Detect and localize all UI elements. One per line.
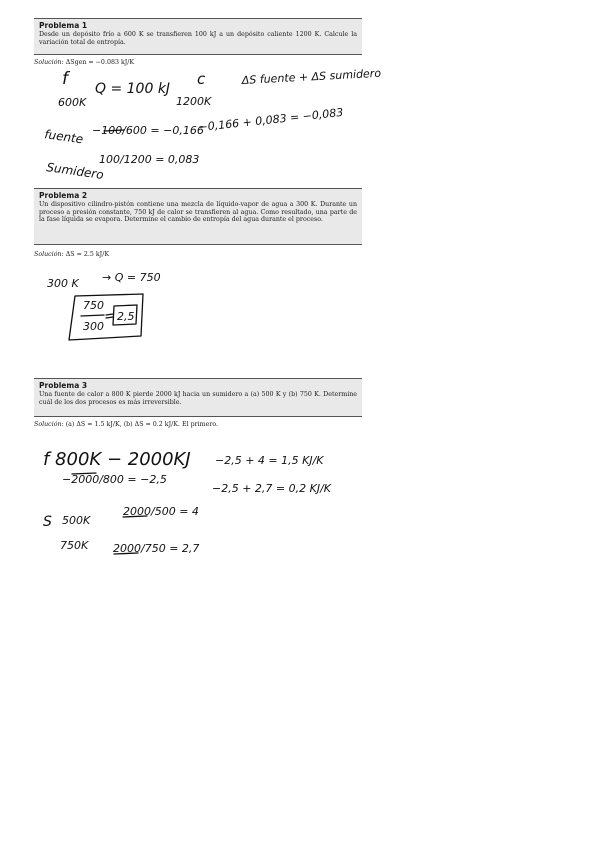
hw-p1-c: c: [197, 70, 206, 88]
hw-p3-f: f 800K − 2000KJ: [43, 449, 191, 470]
hw-p3-calc-b: 2000/750 = 2,7: [113, 542, 200, 555]
hw-p1-total: −0,166 + 0,083 = −0,083: [197, 105, 344, 134]
hw-p3-500k: 500K: [62, 514, 91, 527]
solution-label: Solución:: [34, 421, 64, 428]
solution-value: (a) ΔS = 1.5 kJ/K, (b) ΔS = 0.2 kJ/K. El primero.: [65, 421, 219, 428]
hw-p3-f-calc: −2000/800 = −2,5: [62, 473, 167, 486]
problem-2-title: Problema 2: [39, 191, 88, 200]
hw-p1-formula: ΔS fuente + ΔS sumidero: [241, 66, 382, 87]
hw-p1-1200k: 1200K: [176, 95, 212, 108]
hw-p1-sumidero-label: Sumidero: [45, 160, 105, 182]
hw-p1-q: Q = 100 kJ: [95, 81, 171, 97]
solution-value: ΔS = 2.5 kJ/K: [65, 251, 110, 258]
hw-p1-sumidero-calc: 100/1200 = 0,083: [99, 153, 200, 166]
problem-3-title: Problema 3: [39, 381, 88, 390]
problem-3-text: Una fuente de calor a 800 K pierde 2000 kJ hacia un sumidero a (a) 500 K y (b) 750 K. Determine cuál de los dos procesos es más irreversible.: [39, 391, 357, 406]
hw-p2-fraction-bar: [81, 315, 104, 316]
solution-label: Solución:: [34, 59, 64, 66]
problem-2-text: Un dispositivo cilindro-pistón contiene una mezcla de líquido-vapor de agua a 300 K. Durante un proceso a presión constante, 750 kJ de calor se transfieren al agua. Como resultado, una parte de la fase líquida se evapora. Determine el cambio de entropía del agua durante el proceso.: [39, 201, 357, 224]
hw-p2-result: 2,5: [117, 310, 135, 323]
hw-p1-fuente-calc: −100/600 = −0,166: [92, 124, 204, 137]
hw-p3-res-b: −2,5 + 2,7 = 0,2 KJ/K: [212, 482, 331, 495]
hw-p1-fuente-label: fuente: [43, 127, 85, 147]
hw-p2-q: → Q = 750: [102, 271, 161, 284]
hw-p3-750k: 750K: [60, 539, 89, 552]
hw-p1-f: f: [62, 69, 68, 89]
hw-p3-calc-a: 2000/500 = 4: [123, 505, 199, 518]
hw-p3-s: S: [43, 514, 52, 530]
hw-p3-res-a: −2,5 + 4 = 1,5 KJ/K: [215, 454, 324, 467]
problem-1-title: Problema 1: [39, 21, 88, 30]
problem-1-text: Desde un depósito frío a 600 K se transfieren 100 kJ a un depósito caliente 1200 K. Calcule la variación total de entropía.: [39, 31, 357, 46]
solution-value: ΔSgen = −0.083 kJ/K: [65, 59, 135, 66]
hw-p2-den: 300: [83, 320, 104, 333]
hw-p1-600k: 600K: [58, 96, 87, 109]
hw-p2-temp: 300 K: [47, 277, 79, 290]
hw-p2-equals: [106, 314, 113, 318]
hw-p2-num: 750: [83, 299, 104, 312]
solution-label: Solución:: [34, 251, 64, 258]
